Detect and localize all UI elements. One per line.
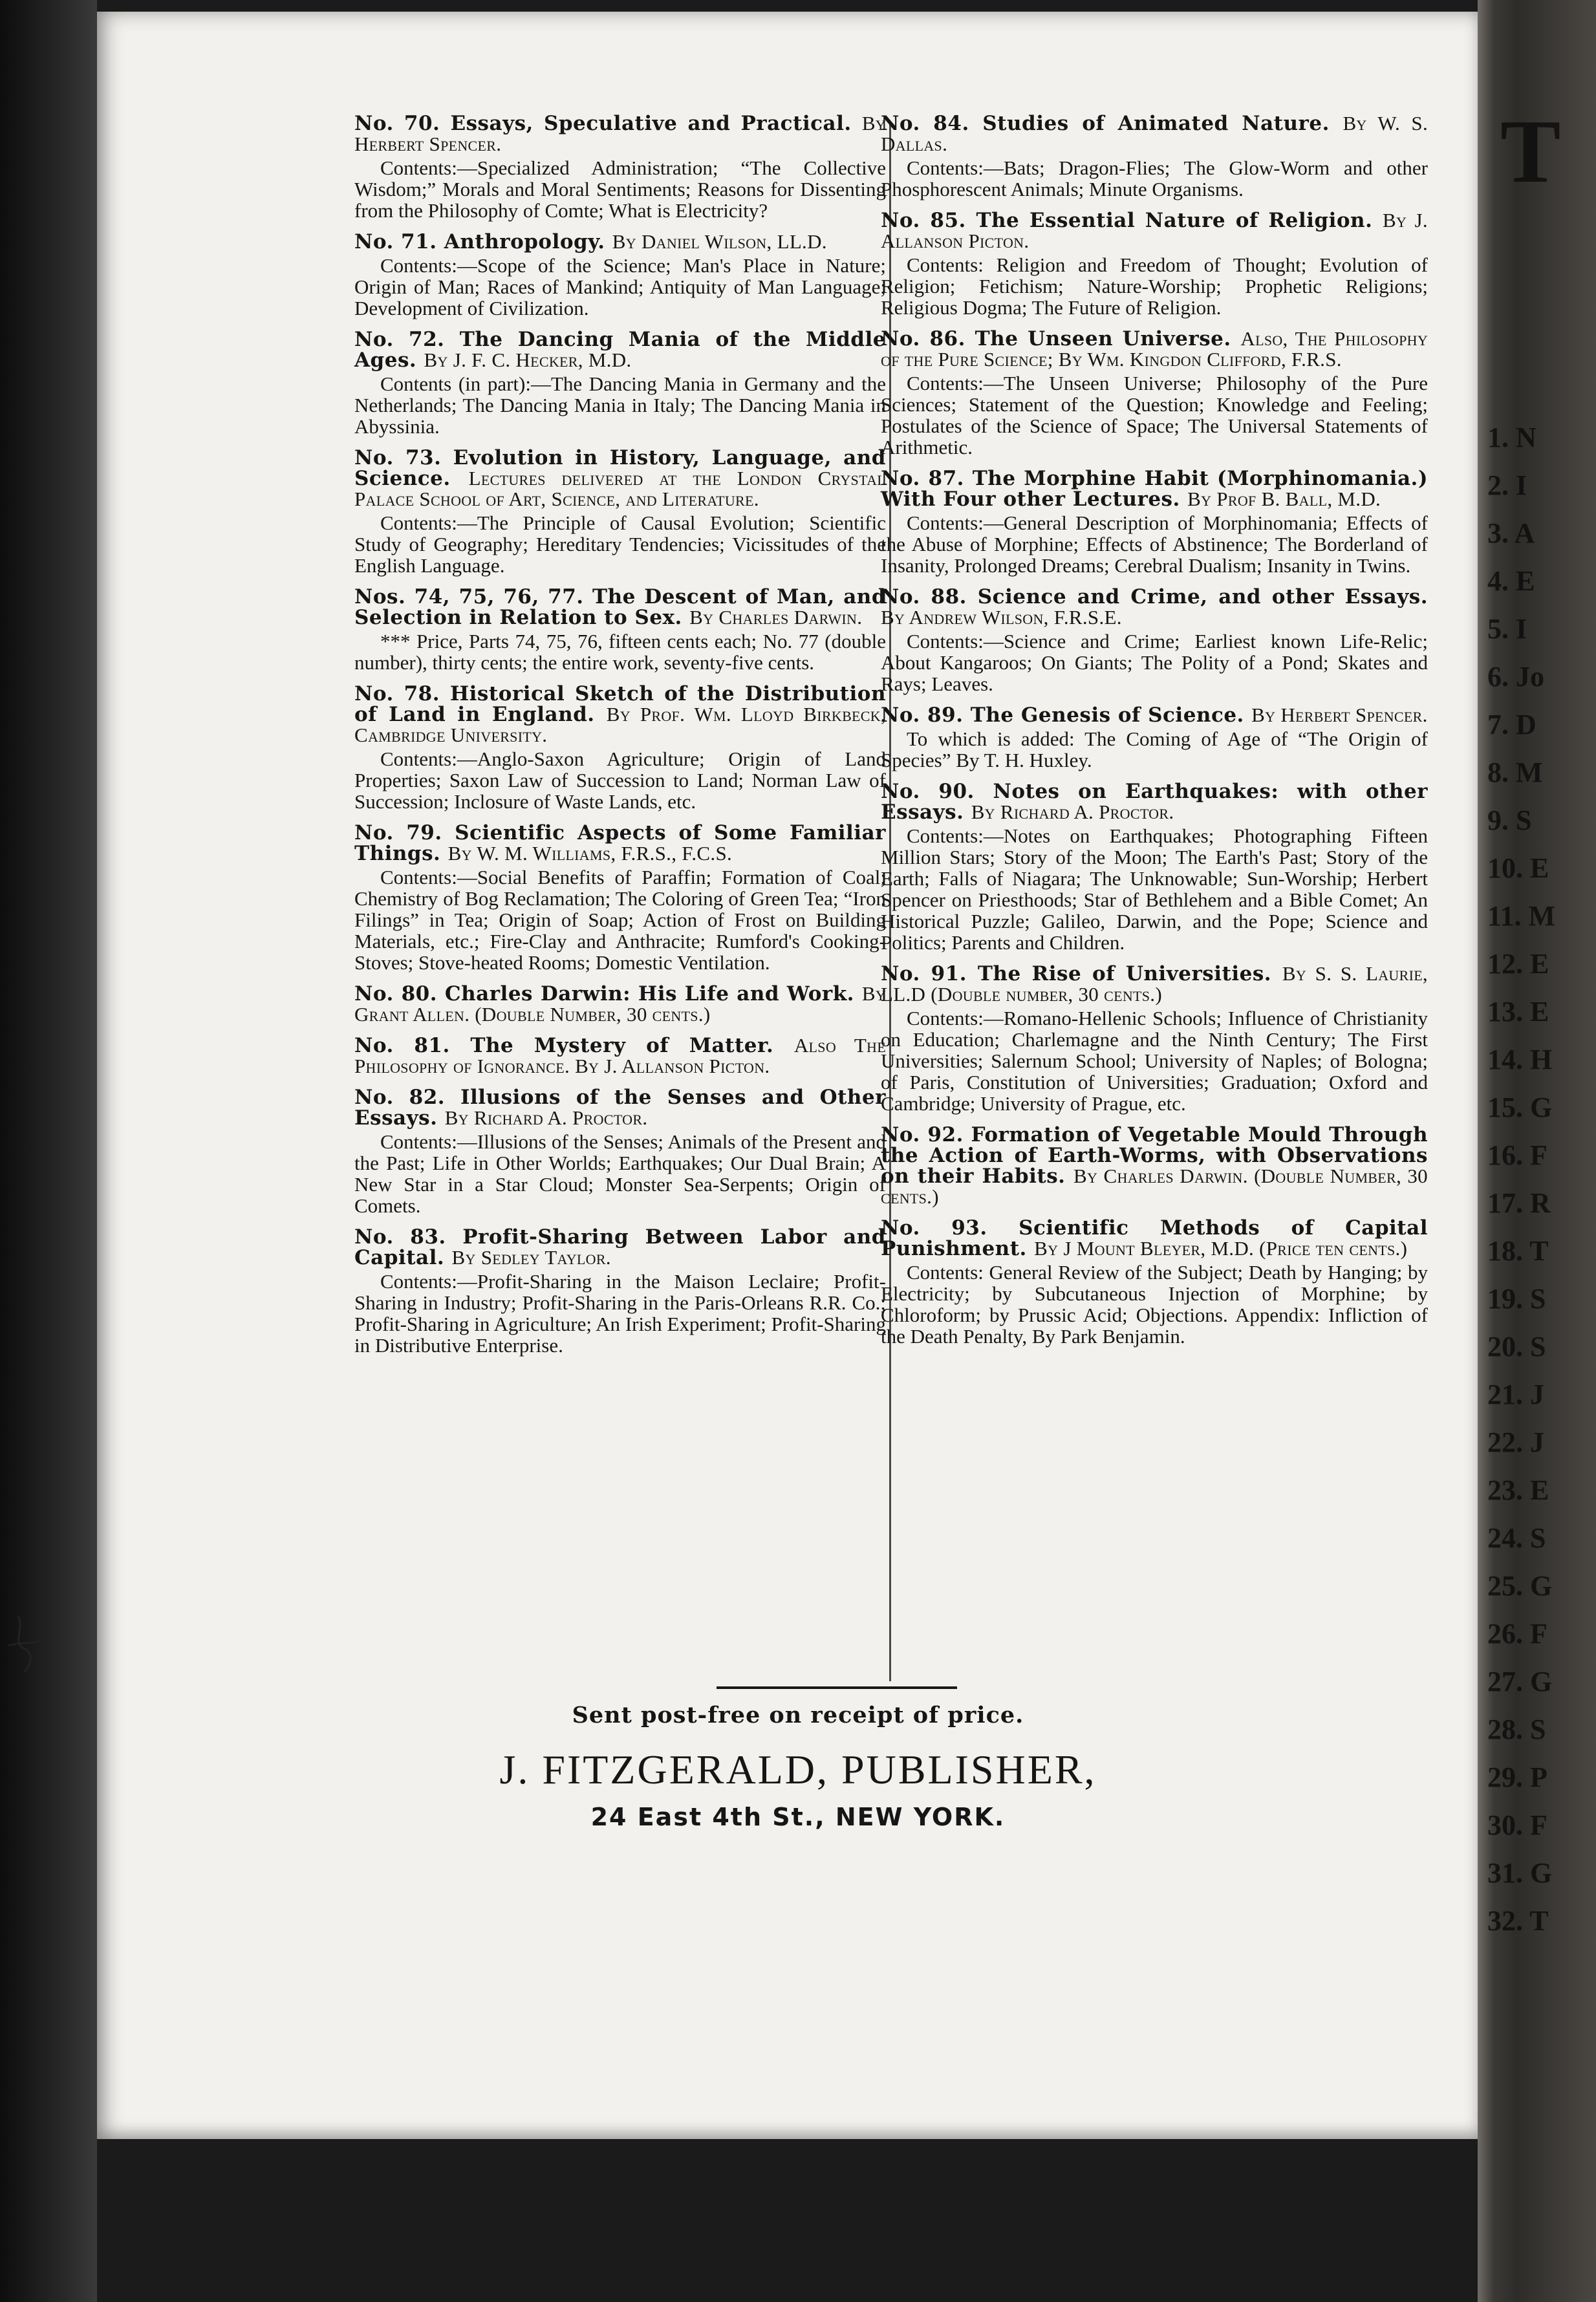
entry-contents: *** Price, Parts 74, 75, 76, fifteen cents each; No. 77 (double number), thirty cents; the entire work, seventy-five cents. bbox=[354, 630, 886, 674]
entry-title: Evolution in History, Language, and Science. bbox=[354, 446, 886, 490]
entry-author: By Herbert Spencer. bbox=[354, 112, 886, 155]
entry-title: Formation of Vegetable Mould Through the Action of Earth-Worms, with Observations on their Habits. bbox=[881, 1123, 1428, 1188]
entry-contents: Contents:—Notes on Earthquakes; Photographing Fifteen Million Stars; Story of the Moon; The Earth's Past; Story of the Earth; Falls of Niagara; The Unknowable; Sun-Worship; Herbert Spencer on Priesthoods; Star of Bethlehem and a Bible Comet; An Historical Puzzle; Galileo, Darwin, and the Pope; Science and Politics; Parents and Children. bbox=[881, 824, 1428, 954]
entry-contents: Contents:—Science and Crime; Earliest known Life-Relic; About Kangaroos; On Giants; The Polity of a Pond; Skates and Rays; Leaves. bbox=[881, 630, 1428, 695]
catalog-entry bbox=[881, 586, 1428, 694]
entry-number: No. 92. bbox=[881, 1123, 964, 1146]
entry-heading bbox=[354, 823, 886, 864]
entry-number: No. 82. bbox=[354, 1086, 446, 1109]
catalog-entry bbox=[881, 781, 1428, 953]
entry-title: Illusions of the Senses and Other Essays. bbox=[354, 1086, 886, 1130]
entry-title: Studies of Animated Nature. bbox=[982, 112, 1330, 135]
entry-number: No. 79. bbox=[354, 821, 442, 844]
bleed-line: 32. T bbox=[1487, 1905, 1549, 1937]
bleed-line: 2. I bbox=[1487, 469, 1527, 501]
entry-number: No. 85. bbox=[881, 209, 966, 232]
entry-author: Also, The Philosophy of the Pure Science; By Wm. Kingdon Clifford, F.R.S. bbox=[881, 327, 1429, 371]
entry-heading bbox=[881, 586, 1428, 628]
entry-author: By Grant Allen. (Double Number, 30 cents.) bbox=[354, 982, 887, 1026]
entry-author: By J. F. C. Hecker, M.D. bbox=[424, 349, 632, 371]
entry-contents: Contents:—Scope of the Science; Man's Place in Nature; Origin of Man; Races of Mankind; Antiquity of Man Language; Development of Civilization. bbox=[354, 254, 886, 319]
entry-heading bbox=[881, 210, 1428, 252]
entry-title: The Mystery of Matter. bbox=[470, 1034, 774, 1057]
entry-contents: Contents:—Social Benefits of Paraffin; Formation of Coal; Chemistry of Bog Reclamation; The Coloring of Green Tea; “Iron Filings” in Tea; Origin of Soap; Action of Frost on Building Materials, etc.; Fire-Clay and Anthracite; Rumford's Cooking-Stoves; Stove-heated Rooms; Domestic Ventilation. bbox=[354, 866, 886, 974]
entry-title: Profit-Sharing Between Labor and Capital. bbox=[354, 1225, 886, 1269]
bleed-line: 18. T bbox=[1487, 1235, 1549, 1267]
entry-author: By J Mount Bleyer, M.D. (Price ten cents.) bbox=[1034, 1237, 1408, 1260]
catalog-entry bbox=[881, 963, 1428, 1114]
entry-author: By Sedley Taylor. bbox=[451, 1246, 611, 1269]
entry-heading bbox=[354, 447, 886, 510]
bleed-line: 7. D bbox=[1487, 709, 1537, 740]
bleed-line: 29. P bbox=[1487, 1761, 1547, 1793]
bleed-line: 16. F bbox=[1487, 1139, 1547, 1171]
entry-contents: Contents (in part):—The Dancing Mania in Germany and the Netherlands; The Dancing Mania in Italy; The Dancing Mania in Abyssinia. bbox=[354, 372, 886, 438]
entry-contents: Contents:—Illusions of the Senses; Animals of the Present and the Past; Life in Other Worlds; Earthquakes; Our Dual Brain; A New Star in a Star Cloud; Monster Sea-Serpents; Origin of Comets. bbox=[354, 1130, 886, 1217]
catalog-entry bbox=[881, 1124, 1428, 1207]
entry-contents: Contents:—Romano-Hellenic Schools; Influence of Christianity on Education; Charlemagne and the Ninth Century; The First Universities; Salernum School; University of Naples; of Bologna; of Paris, Constitution of Universities; Graduation; Oxford and Cambridge; University of Prague, etc. bbox=[881, 1007, 1428, 1115]
bleed-line: 24. S bbox=[1487, 1522, 1546, 1554]
entry-number: No. 80. bbox=[354, 982, 438, 1006]
catalog-entry bbox=[354, 683, 886, 812]
entry-heading bbox=[354, 329, 886, 371]
entry-title: Notes on Earthquakes: with other Essays. bbox=[881, 780, 1429, 824]
catalog-entry bbox=[354, 113, 886, 221]
bleed-big-letter: T bbox=[1500, 102, 1561, 202]
entry-heading bbox=[881, 468, 1428, 510]
entry-title: Anthropology. bbox=[444, 230, 605, 253]
catalog-entry bbox=[881, 210, 1428, 318]
adjacent-page-bleed-text bbox=[1487, 103, 1596, 1945]
catalog-entry bbox=[354, 329, 886, 437]
entry-number: No. 89. bbox=[881, 704, 964, 727]
entry-author: By Richard A. Proctor. bbox=[444, 1106, 648, 1129]
entry-contents: Contents: Religion and Freedom of Thought; Evolution of Religion; Fetichism; Nature-Worship; Prophetic Religions; Religious Dogma; The Future of Religion. bbox=[881, 253, 1428, 319]
entry-title: Charles Darwin: His Life and Work. bbox=[444, 982, 854, 1006]
bleed-line: 17. R bbox=[1487, 1187, 1551, 1219]
entry-title: Science and Crime, and other Essays. bbox=[977, 585, 1428, 608]
entry-number: No. 70. bbox=[354, 112, 440, 135]
catalog-entry bbox=[354, 1035, 886, 1077]
scan-edge-left bbox=[0, 0, 97, 2302]
catalog-entry bbox=[354, 586, 886, 673]
entry-author: By J. Allanson Picton. bbox=[881, 209, 1428, 252]
catalog-entry bbox=[354, 447, 886, 576]
entry-number: No. 78. bbox=[354, 682, 440, 705]
bleed-line: 28. S bbox=[1487, 1714, 1546, 1745]
bleed-line: 8. M bbox=[1487, 757, 1543, 788]
entry-heading bbox=[881, 963, 1428, 1005]
entry-title: The Descent of Man, and Selection in Relation to Sex. bbox=[354, 585, 886, 629]
bleed-line: 27. G bbox=[1487, 1666, 1553, 1697]
entry-author: By Richard A. Proctor. bbox=[971, 801, 1174, 823]
catalog-entry bbox=[354, 823, 886, 973]
entry-title: The Rise of Universities. bbox=[977, 962, 1272, 985]
entry-contents: Contents:—The Unseen Universe; Philosophy of the Pure Sciences; Statement of the Question; Knowledge and Feeling; Postulates of the Science of Space; The Universal Statements of Arithmetic. bbox=[881, 372, 1428, 458]
entry-number: No. 83. bbox=[354, 1225, 446, 1249]
entry-number: No. 73. bbox=[354, 446, 442, 469]
bleed-line: 5. I bbox=[1487, 613, 1527, 645]
entry-number: No. 87. bbox=[881, 467, 964, 490]
entry-heading bbox=[354, 113, 886, 155]
catalog-entry bbox=[354, 1087, 886, 1216]
bleed-line: 25. G bbox=[1487, 1570, 1553, 1602]
margin-pencil-mark bbox=[5, 1610, 50, 1675]
catalog-entry bbox=[881, 328, 1428, 458]
entry-number: No. 88. bbox=[881, 585, 967, 608]
footer-rule bbox=[717, 1686, 957, 1689]
entry-heading bbox=[354, 586, 886, 628]
entry-contents: Contents:—Anglo-Saxon Agriculture; Origin of Land Properties; Saxon Law of Succession to Land; Norman Law of Succession; Inclosure of Waste Lands, etc. bbox=[354, 748, 886, 813]
bleed-line: 21. J bbox=[1487, 1379, 1544, 1410]
bleed-line: 30. F bbox=[1487, 1809, 1547, 1841]
footer-sent-line: Sent post-free on receipt of price. bbox=[572, 1702, 1024, 1728]
entry-title: Historical Sketch of the Distribution of Land in England. bbox=[354, 682, 886, 726]
bleed-line: 4. E bbox=[1487, 565, 1535, 597]
entry-author: By Herbert Spencer. bbox=[1251, 704, 1428, 726]
entry-contents: Contents:—General Description of Morphinomania; Effects of the Abuse of Morphine; Effects of Abstinence; The Borderland of Insanity, Prolonged Dreams; Cerebral Dualism; Insanity in Twins. bbox=[881, 511, 1428, 577]
footer-address: 24 East 4th St., NEW YORK. bbox=[590, 1803, 1006, 1831]
entry-heading bbox=[881, 781, 1428, 823]
entry-heading bbox=[881, 705, 1428, 726]
entry-heading bbox=[881, 328, 1428, 370]
bleed-line: 13. E bbox=[1487, 996, 1549, 1027]
entry-contents: Contents: General Review of the Subject; Death by Hanging; by Electricity; by Subcutaneous Injection of Morphine; by Chloroform; by Prussic Acid; Objections. Appendix: Infliction of the Death Penalty, By Park Benjamin. bbox=[881, 1261, 1428, 1348]
entry-title: The Essential Nature of Religion. bbox=[976, 209, 1373, 232]
left-column bbox=[354, 113, 886, 1366]
bleed-line: 11. M bbox=[1487, 900, 1556, 932]
bleed-line: 3. A bbox=[1487, 517, 1535, 549]
entry-number: No. 91. bbox=[881, 962, 967, 985]
catalog-entry bbox=[354, 984, 886, 1025]
entry-heading bbox=[354, 1227, 886, 1268]
entry-number: No. 81. bbox=[354, 1034, 450, 1057]
catalog-entry bbox=[354, 1227, 886, 1356]
entry-title: The Unseen Universe. bbox=[975, 327, 1231, 350]
bleed-line: 6. Jo bbox=[1487, 661, 1544, 693]
entry-heading bbox=[881, 1124, 1428, 1207]
bleed-line: 20. S bbox=[1487, 1331, 1546, 1362]
entry-number: No. 93. bbox=[881, 1216, 987, 1240]
entry-author: By Andrew Wilson, F.R.S.E. bbox=[881, 606, 1122, 629]
entry-contents: Contents:—Bats; Dragon-Flies; The Glow-Worm and other Phosphorescent Animals; Minute Organisms. bbox=[881, 156, 1428, 200]
bleed-line: 22. J bbox=[1487, 1426, 1544, 1458]
bleed-line: 23. E bbox=[1487, 1474, 1549, 1506]
bleed-line: 26. F bbox=[1487, 1618, 1547, 1650]
entry-heading bbox=[881, 1218, 1428, 1259]
right-column bbox=[881, 113, 1428, 1357]
bleed-line: 31. G bbox=[1487, 1857, 1553, 1889]
entry-number: No. 84. bbox=[881, 112, 969, 135]
entry-author: Also The Philosophy of Ignorance. By J. Allanson Picton. bbox=[354, 1034, 886, 1077]
entry-author: By Prof B. Ball, M.D. bbox=[1187, 488, 1381, 510]
entry-author: By Daniel Wilson, LL.D. bbox=[612, 230, 827, 253]
entry-author: By S. S. Laurie, LL.D (Double number, 30 cents.) bbox=[881, 962, 1428, 1006]
footer-publisher: J. FITZGERALD, PUBLISHER, bbox=[499, 1747, 1097, 1792]
bleed-line: 14. H bbox=[1487, 1044, 1553, 1075]
entry-author: Lectures delivered at the London Crystal Palace School of Art, Science, and Literature. bbox=[354, 467, 886, 510]
entry-author: By Prof. Wm. Lloyd Birkbeck, Cambridge University. bbox=[354, 703, 886, 746]
entry-title: Essays, Speculative and Practical. bbox=[450, 112, 852, 135]
entry-title: The Morphine Habit (Morphinomania.) With Four other Lectures. bbox=[881, 467, 1428, 511]
bleed-line: 10. E bbox=[1487, 852, 1549, 884]
entry-title: The Dancing Mania of the Middle Ages. bbox=[354, 328, 886, 372]
entry-contents: Contents:—The Principle of Causal Evolution; Scientific Study of Geography; Hereditary Tendencies; Vicissitudes of the English Language. bbox=[354, 511, 886, 577]
entry-contents: Contents:—Profit-Sharing in the Maison Leclaire; Profit-Sharing in Industry; Profit-Sharing in the Paris-Orleans R.R. Co.; Profit-Sharing in Agriculture; An Irish Experiment; Profit-Sharing in Distributive Enterprise. bbox=[354, 1270, 886, 1357]
entry-number: No. 86. bbox=[881, 327, 965, 350]
entry-heading bbox=[881, 113, 1428, 155]
entry-author: By W. S. Dallas. bbox=[881, 112, 1428, 155]
entry-title: Scientific Methods of Capital Punishment. bbox=[881, 1216, 1428, 1260]
entry-contents: To which is added: The Coming of Age of “The Origin of Species” By T. H. Huxley. bbox=[881, 727, 1428, 771]
catalog-entry bbox=[881, 1218, 1428, 1347]
entry-author: By Charles Darwin. (Double Number, 30 cents.) bbox=[881, 1165, 1428, 1208]
entry-heading bbox=[354, 1087, 886, 1128]
entry-contents: Contents:—Specialized Administration; “The Collective Wisdom;” Morals and Moral Sentiments; Reasons for Dissenting from the Philosophy of Comte; What is Electricity? bbox=[354, 156, 886, 222]
catalog-entry bbox=[881, 113, 1428, 200]
entry-number: No. 71. bbox=[354, 230, 437, 253]
bleed-line: 15. G bbox=[1487, 1092, 1553, 1123]
entry-number: No. 90. bbox=[881, 780, 975, 803]
catalog-entry bbox=[354, 231, 886, 319]
entry-number: No. 72. bbox=[354, 328, 445, 351]
bleed-line: 19. S bbox=[1487, 1283, 1546, 1315]
entry-author: By W. M. Williams, F.R.S., F.C.S. bbox=[448, 842, 733, 865]
entry-heading bbox=[354, 984, 886, 1025]
entry-heading bbox=[354, 1035, 886, 1077]
entry-heading bbox=[354, 683, 886, 746]
entry-title: Scientific Aspects of Some Familiar Things. bbox=[354, 821, 886, 865]
bleed-line: 12. E bbox=[1487, 948, 1549, 980]
catalog-entry bbox=[881, 468, 1428, 576]
entry-title: The Genesis of Science. bbox=[970, 704, 1244, 727]
entry-author: By Charles Darwin. bbox=[689, 606, 863, 629]
catalog-entry bbox=[881, 705, 1428, 771]
entry-heading bbox=[354, 231, 886, 252]
bleed-line: 9. S bbox=[1487, 804, 1532, 836]
bleed-line: 1. N bbox=[1487, 422, 1537, 453]
entry-number: Nos. 74, 75, 76, 77. bbox=[354, 585, 584, 608]
